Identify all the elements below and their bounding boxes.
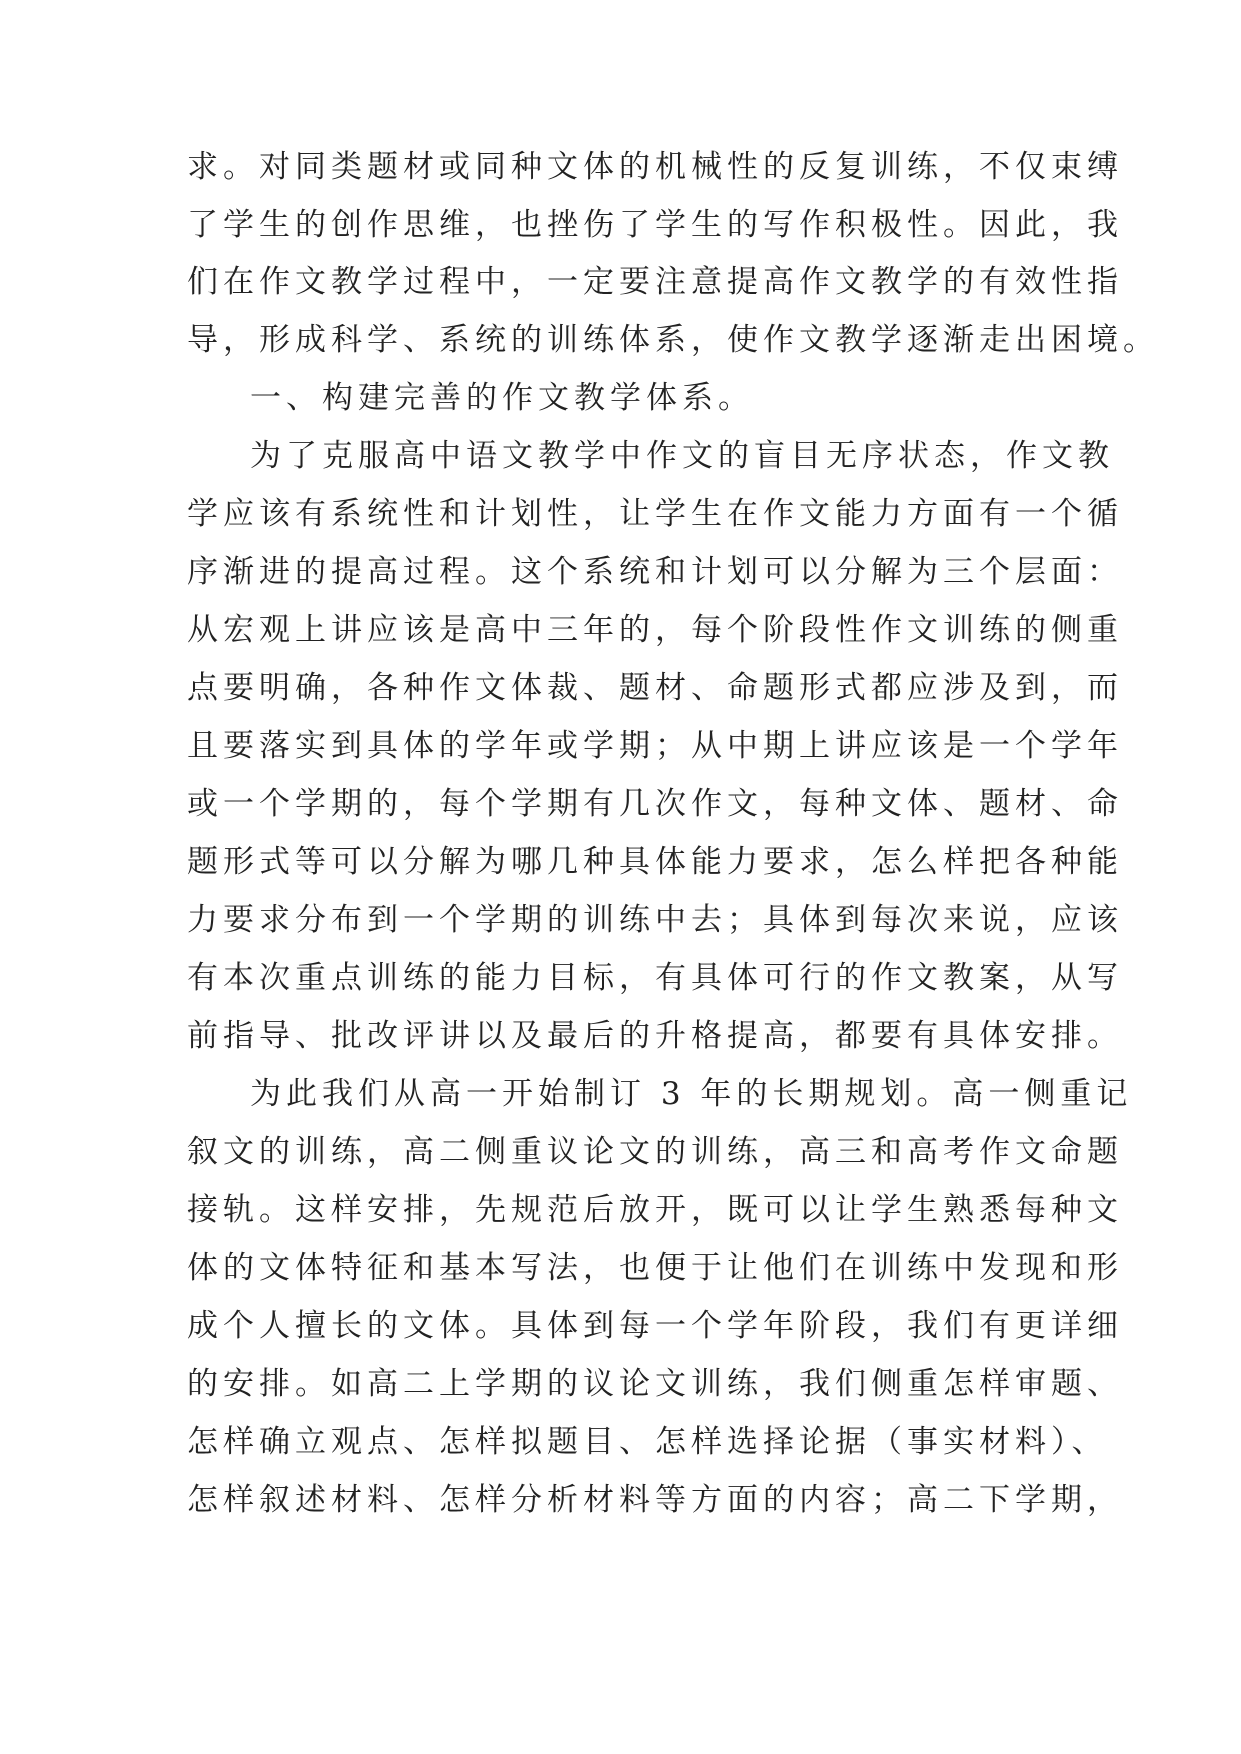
text-line-12: 或一个学期的，每个学期有几次作文，每种文体、题材、命: [187, 786, 1123, 822]
text-line-20: 体的文体特征和基本写法，也便于让他们在训练中发现和形: [187, 1250, 1123, 1286]
text-line-16: 前指导、批改评讲以及最后的升格提高，都要有具体安排。: [187, 1018, 1123, 1054]
text-line-1: 求。对同类题材或同种文体的机械性的反复训练，不仅束缚: [187, 149, 1123, 185]
text-line-3: 们在作文教学过程中，一定要注意提高作文教学的有效性指: [187, 264, 1123, 300]
text-line-15: 有本次重点训练的能力目标，有具体可行的作文教案，从写: [187, 960, 1123, 996]
text-line-10: 点要明确，各种作文体裁、题材、命题形式都应涉及到，而: [187, 670, 1123, 706]
text-line-2: 了学生的创作思维，也挫伤了学生的写作积极性。因此，我: [187, 207, 1123, 243]
text-line-17: 为此我们从高一开始制订 3 年的长期规划。高一侧重记: [250, 1076, 1133, 1112]
text-line-9: 从宏观上讲应该是高中三年的，每个阶段性作文训练的侧重: [187, 612, 1123, 648]
text-line-19: 接轨。这样安排，先规范后放开，既可以让学生熟悉每种文: [187, 1192, 1123, 1228]
text-line-22: 的安排。如高二上学期的议论文训练，我们侧重怎样审题、: [187, 1366, 1123, 1402]
text-line-18: 叙文的训练，高二侧重议论文的训练，高三和高考作文命题: [187, 1134, 1123, 1170]
text-line-11: 且要落实到具体的学年或学期；从中期上讲应该是一个学年: [187, 728, 1123, 764]
text-line-13: 题形式等可以分解为哪几种具体能力要求，怎么样把各种能: [187, 844, 1123, 880]
text-line-8: 序渐进的提高过程。这个系统和计划可以分解为三个层面：: [187, 554, 1123, 590]
section-heading: 一、构建完善的作文教学体系。: [250, 380, 754, 416]
text-line-24: 怎样叙述材料、怎样分析材料等方面的内容；高二下学期，: [187, 1482, 1123, 1518]
text-line-7: 学应该有系统性和计划性，让学生在作文能力方面有一个循: [187, 496, 1123, 532]
text-line-21: 成个人擅长的文体。具体到每一个学年阶段，我们有更详细: [187, 1308, 1123, 1344]
text-line-4: 导，形成科学、系统的训练体系，使作文教学逐渐走出困境。: [187, 322, 1159, 358]
text-line-6: 为了克服高中语文教学中作文的盲目无序状态，作文教: [250, 438, 1114, 474]
text-line-14: 力要求分布到一个学期的训练中去；具体到每次来说，应该: [187, 902, 1123, 938]
text-line-23: 怎样确立观点、怎样拟题目、怎样选择论据（事实材料）、: [187, 1424, 1108, 1460]
